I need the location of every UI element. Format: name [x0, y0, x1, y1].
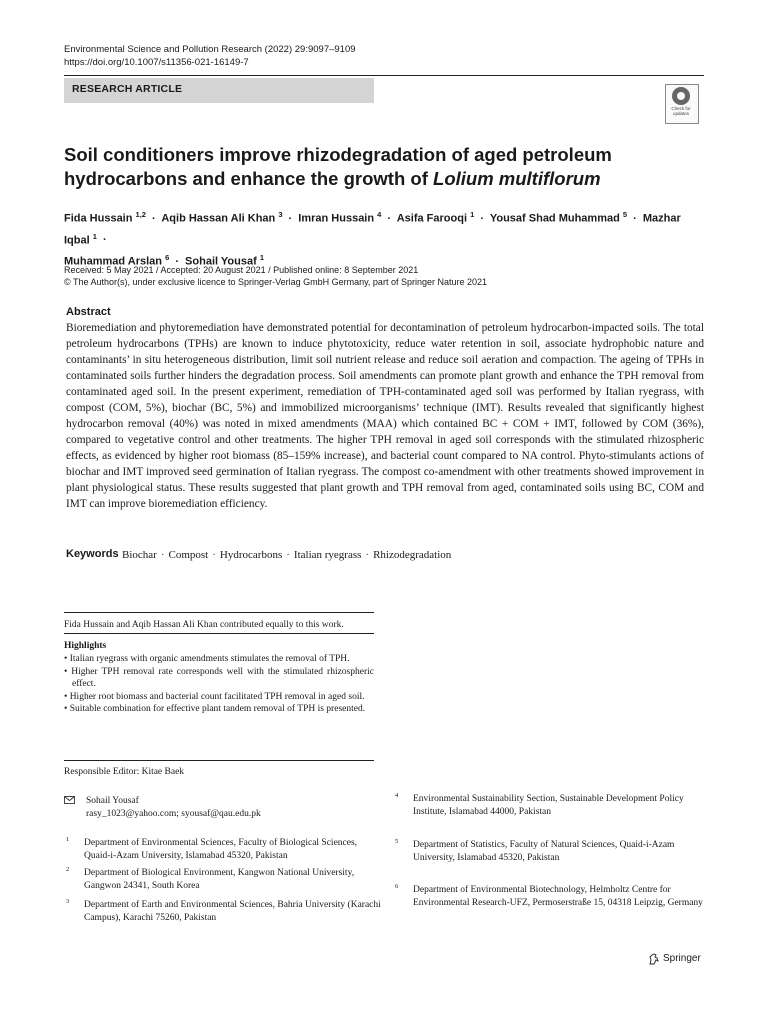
highlight-item: • Suitable combination for effective plant tandem removal of TPH is presented. — [64, 704, 366, 715]
author-name[interactable]: Fida Hussain — [64, 212, 133, 225]
keyword-separator: · — [160, 549, 165, 561]
highlights-list — [64, 653, 374, 716]
highlight-item: • Higher TPH removal rate corresponds well with the stimulated rhizospheric effect. — [64, 666, 374, 690]
author-affiliation-marker: 1 — [259, 253, 265, 263]
author-affiliation-marker: 5 — [622, 210, 628, 219]
affiliation-text: Department of Statistics, Faculty of Natural Sciences, Quaid-i-Azam University, Islamabad 45320, Pakistan — [413, 840, 675, 863]
author-separator: · — [288, 212, 293, 225]
keywords-heading: Keywords — [66, 548, 119, 560]
affiliation-number: 5 — [395, 838, 399, 845]
affiliation-number: 4 — [395, 792, 399, 799]
affiliation-text: Department of Biological Environment, Kangwon National University, Gangwon 24341, South Korea — [84, 868, 355, 891]
header-rule — [64, 75, 704, 76]
check-for-updates-text: Check for updates — [671, 106, 691, 116]
affiliation-text: Department of Environmental Biotechnology, Helmholtz Centre for Environmental Research-UFZ, Permoserstraße 15, 04318 Leipzig, Germany — [413, 885, 703, 908]
springer-horse-icon — [648, 953, 660, 965]
equal-contribution-note: Fida Hussain and Aqib Hassan Ali Khan contributed equally to this work. — [64, 620, 344, 630]
author-affiliation-marker: 6 — [165, 253, 170, 263]
keywords-list — [122, 548, 451, 562]
envelope-icon — [64, 796, 75, 804]
article-title — [64, 143, 704, 191]
keyword[interactable]: Biochar — [122, 549, 157, 561]
keyword[interactable]: Hydrocarbons — [219, 549, 283, 561]
affiliation-number: 2 — [66, 866, 70, 873]
title-species: Lolium multiflorum — [433, 168, 601, 189]
author-list — [64, 206, 714, 271]
article-type-label: RESEARCH ARTICLE — [72, 83, 183, 95]
author-name[interactable]: Aqib Hassan Ali Khan — [161, 212, 276, 225]
publication-dates: Received: 5 May 2021 / Accepted: 20 August 2021 / Published online: 8 September 2021 — [64, 265, 419, 275]
corresponding-author-name: Sohail Yousaf — [86, 796, 139, 806]
responsible-editor: Responsible Editor: Kitae Baek — [64, 767, 185, 777]
corresponding-author-email[interactable]: rasy_1023@yahoo.com; syousaf@qau.edu.pk — [86, 809, 261, 819]
doi-link[interactable]: https://doi.org/10.1007/s11356-021-16149-7 — [64, 57, 249, 68]
author-name[interactable]: Imran Hussain — [298, 212, 375, 225]
author-separator: · — [102, 234, 107, 247]
keyword-separator: · — [365, 549, 370, 561]
journal-citation: Environmental Science and Pollution Research (2022) 29:9097–9109 — [64, 44, 356, 55]
abstract-body: Bioremediation and phytoremediation have demonstrated potential for decontamination of petroleum hydrocarbon-impacted soils. The total petroleum hydrocarbons (TPHs) are known to induce phytotoxicity, reduce water retention in soil, associate hydrophobic nature and contaminants’ in situ heterogeneous distribution, limit soil nutrient release and reduce soil aeration and compaction. The ageing of TPHs in contaminated soils further hinders the degradation process. Soil amendments can promote plant growth and enhance the TPH removal from contaminated aged soil. In the present experiment, remediation of TPH-contaminated aged soil was performed by Italian ryegrass, with compost (COM, 5%), biochar (BC, 5%) and immobilized microorganisms’ technique (IMT). Results revealed that significantly highest hydrocarbon removal (40%) was noted in mixed amendments (MAA) which contained BC + COM + IMT, followed by COM (36%), compared to vegetative control and other treatments. The higher TPH removal in aged soil corresponds with the stimulated rhizospheric effects, as evidenced by higher root biomass (85–159% increase), and bacterial count compared to NA control. Phyto-stimulants actions of biochar and IMT improved seed germination of Italian ryegrass. The compost co-amendment with other treatments showed improvement in plant physiological status. These results suggested that plant growth and TPH removal from aged, contaminated soils using BC, COM and IMT can improve bioremediation efficiency. — [66, 322, 704, 510]
author-separator: · — [480, 212, 484, 225]
affiliation-number: 1 — [66, 836, 70, 843]
author-affiliation-marker: 1,2 — [135, 210, 146, 219]
highlights-heading: Highlights — [64, 641, 107, 651]
author-affiliation-marker: 4 — [377, 210, 382, 219]
author-affiliation-marker: 1 — [470, 210, 475, 219]
author-name[interactable]: Yousaf Shad Muhammad — [489, 212, 620, 225]
author-name[interactable]: Mazhar Iqbal — [64, 212, 681, 247]
copyright-notice: © The Author(s), under exclusive licence to Springer-Verlag GmbH Germany, part of Springer Nature 2021 — [64, 277, 487, 287]
abstract-heading: Abstract — [66, 306, 111, 318]
footnote-rule — [64, 760, 374, 761]
keyword-separator: · — [212, 549, 216, 561]
author-affiliation-marker: 1 — [92, 231, 97, 241]
author-affiliation-marker: 3 — [278, 210, 283, 219]
affiliation-number: 3 — [66, 898, 70, 905]
highlight-item: • Italian ryegrass with organic amendments stimulates the removal of TPH. — [64, 654, 350, 664]
affiliation-text: Department of Earth and Environmental Sciences, Bahria University (Karachi Campus), Karachi 75260, Pakistan — [84, 900, 381, 923]
highlight-item: • Higher root biomass and bacterial count facilitated TPH removal in aged soil. — [64, 691, 365, 702]
keyword[interactable]: Rhizodegradation — [373, 549, 452, 561]
author-separator: · — [633, 212, 637, 225]
keyword[interactable]: Italian ryegrass — [293, 549, 362, 561]
affiliation-text: Environmental Sustainability Section, Sustainable Development Policy Institute, Islamabad 44000, Pakistan — [413, 794, 684, 817]
affiliation-number: 6 — [395, 883, 399, 890]
footnote-rule — [64, 612, 374, 613]
author-name[interactable]: Asifa Farooqi — [396, 212, 468, 225]
author-separator: · — [175, 255, 179, 268]
publisher-name: Springer — [663, 953, 701, 964]
author-name[interactable]: Muhammad Arslan — [64, 255, 163, 268]
author-name[interactable]: Sohail Yousaf — [185, 255, 257, 268]
affiliation-text: Department of Environmental Sciences, Faculty of Biological Sciences, Quaid-i-Azam University, Islamabad 45320, Pakistan — [84, 838, 358, 861]
author-separator: · — [387, 212, 392, 225]
keyword-separator: · — [286, 549, 290, 561]
check-for-updates-icon-inner — [677, 92, 685, 100]
keyword[interactable]: Compost — [168, 549, 209, 561]
author-separator: · — [152, 212, 156, 225]
footnote-rule — [64, 633, 374, 634]
title-main: Soil conditioners improve rhizodegradation of aged petroleum hydrocarbons and enhance the growth of — [64, 144, 612, 189]
